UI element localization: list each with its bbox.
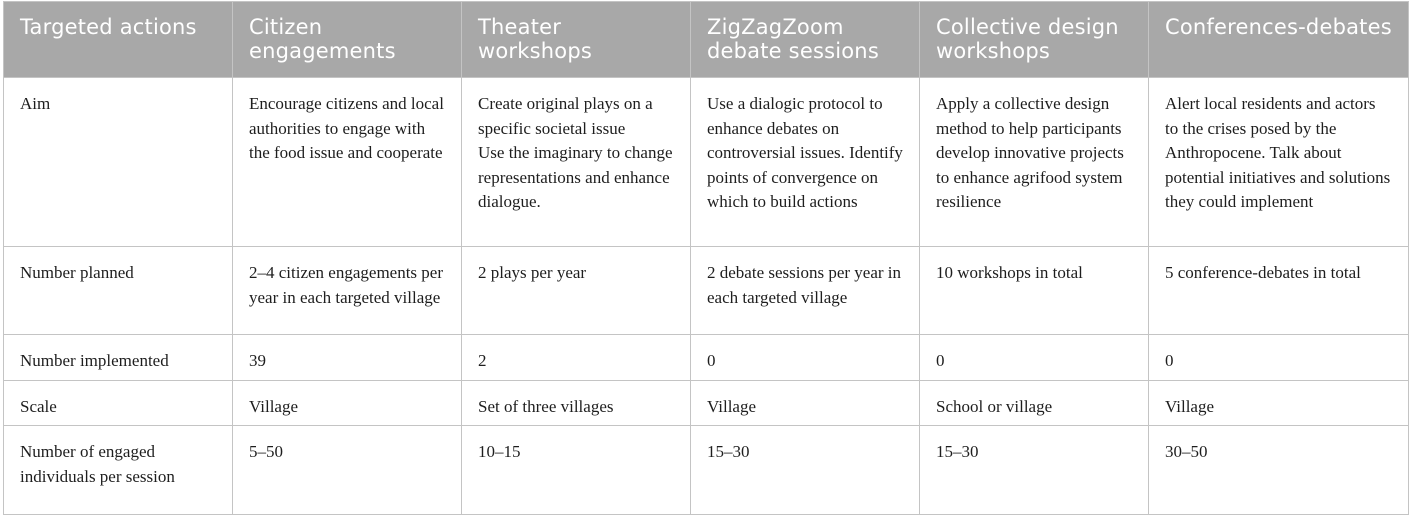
row-label: Number of engaged individuals per session — [4, 426, 233, 515]
table-cell: 0 — [920, 335, 1149, 381]
table-cell: Set of three villages — [462, 380, 691, 426]
table-cell: 39 — [233, 335, 462, 381]
header-targeted-actions: Targeted actions — [4, 2, 233, 78]
table-cell: Encourage citizens and local authorities to engage with the food issue and cooperate — [233, 78, 462, 247]
table-row-number-planned — [4, 247, 1409, 335]
actions-table — [3, 1, 1409, 515]
header-theater-workshops: Theater workshops — [462, 2, 691, 78]
row-label: Number planned — [4, 247, 233, 335]
header-collective-design-workshops: Collective design workshops — [920, 2, 1149, 78]
header-citizen-engagements: Citizen engagements — [233, 2, 462, 78]
table-cell: 10 workshops in total — [920, 247, 1149, 335]
table-cell — [462, 78, 691, 247]
cell-line: Use the imaginary to change representations and enhance dialogue. — [478, 143, 673, 211]
table-cell: 15–30 — [920, 426, 1149, 515]
table-cell: 2–4 citizen engagements per year in each targeted village — [233, 247, 462, 335]
table-cell: 2 debate sessions per year in each targeted village — [691, 247, 920, 335]
table-cell: School or village — [920, 380, 1149, 426]
table-cell: Use a dialogic protocol to enhance debates on controversial issues. Identify points of convergence on which to build actions — [691, 78, 920, 247]
table-cell: Alert local residents and actors to the crises posed by the Anthropocene. Talk about potential initiatives and solutions they could implement — [1149, 78, 1409, 247]
table-row-engaged-individuals — [4, 426, 1409, 515]
table-cell: 5 conference-debates in total — [1149, 247, 1409, 335]
table-cell: 15–30 — [691, 426, 920, 515]
table-row-number-implemented — [4, 335, 1409, 381]
table-cell: 2 plays per year — [462, 247, 691, 335]
table-cell: Apply a collective design method to help participants develop innovative projects to enhance agrifood system resilience — [920, 78, 1149, 247]
table-cell: Village — [1149, 380, 1409, 426]
table-cell: 30–50 — [1149, 426, 1409, 515]
header-conferences-debates: Conferences-debates — [1149, 2, 1409, 78]
row-label: Number implemented — [4, 335, 233, 381]
table-cell: 5–50 — [233, 426, 462, 515]
row-label: Scale — [4, 380, 233, 426]
table-row-scale — [4, 380, 1409, 426]
cell-line: Create original plays on a specific societal issue — [478, 94, 653, 138]
table-cell: Village — [691, 380, 920, 426]
table-cell: Village — [233, 380, 462, 426]
table-cell: 2 — [462, 335, 691, 381]
table-cell: 0 — [691, 335, 920, 381]
header-zigzagzoom-debate-sessions: ZigZagZoom debate sessions — [691, 2, 920, 78]
table-row-aim — [4, 78, 1409, 247]
table-cell: 0 — [1149, 335, 1409, 381]
table-cell: 10–15 — [462, 426, 691, 515]
row-label: Aim — [4, 78, 233, 247]
header-row — [4, 2, 1409, 78]
